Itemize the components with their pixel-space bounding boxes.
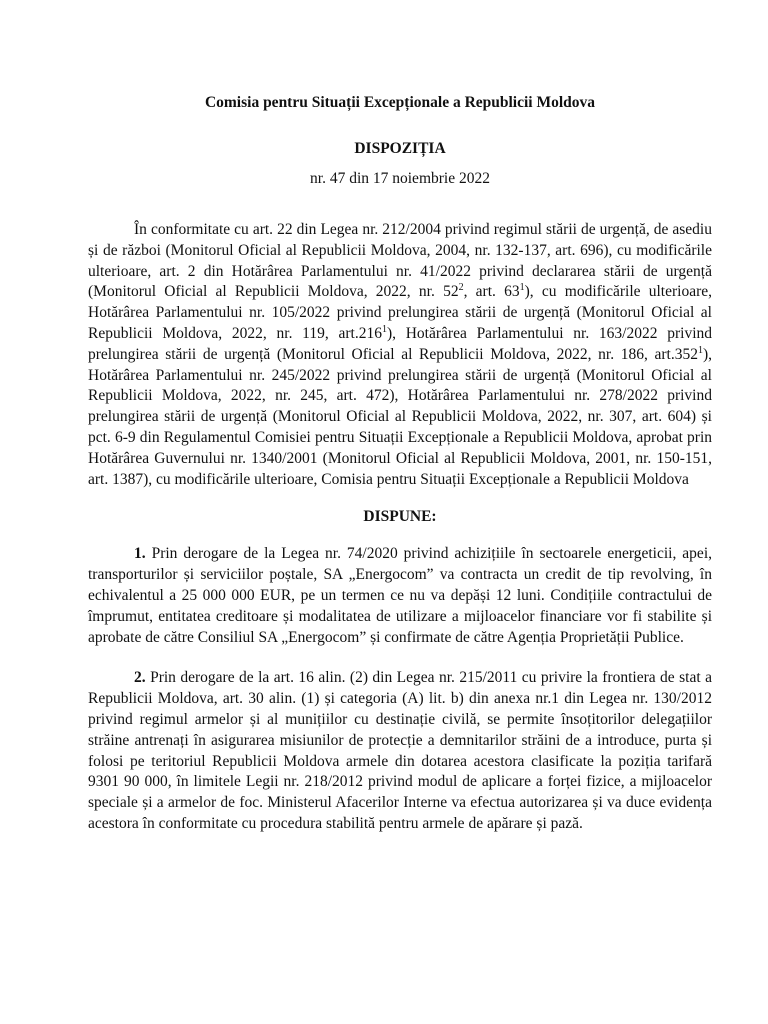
- item-text: Prin derogare de la art. 16 alin. (2) din Legea nr. 215/2011 cu privire la frontiera de stat a Republicii Moldova, art. 30 alin. (1) și categoria (A) lit. b) din anexa nr.1 din Legea nr. 130/2012 privind regimul armelor și al munițiilor cu destinație civilă, se permite însoțitorilor delegațiilor străine antrenați în asigurarea misiunilor de protecție a demnitarilor străini de a introduce, purta și folosi pe teritoriul Republicii Moldova armele din dotarea acestora clasificate la poziția tarifară 9301 90 000, în limitele Legii nr. 218/2012 privind modul de aplicare a forței fizice, a mijloacelor speciale și a armelor de foc. Ministerul Afacerilor Interne va efectua autorizarea și va duce evidența acestora în conformitate cu procedura stabilită pentru armele de apărare și pază.: [88, 669, 712, 832]
- disposition-item-1: [88, 544, 712, 648]
- preamble-text-2: , art. 63: [463, 283, 520, 301]
- superscript-3: 1: [381, 323, 387, 335]
- disposition-item-2: [88, 668, 712, 834]
- superscript-2: 1: [519, 282, 525, 294]
- preamble-text-4: ), Hotărârea Parlamentului nr. 163/2022 privind prelungirea stării de urgență (Monitorul Oficial al Republicii Moldova, 2022, nr. 186, art.352: [88, 324, 712, 363]
- document-title: DISPOZIȚIA: [354, 140, 446, 157]
- item-text: Prin derogare de la Legea nr. 74/2020 privind achizițiile în sectoarele energeticii, apei, transporturilor și serviciilor poștale, SA „Energocom” va contracta un credit de tip revolving, în echivalentul a 25 000 000 EUR, pe un termen ce nu va depăși 12 luni. Condițiile contractului de împrumut, entitatea creditoare și modalitatea de utilizare a mijloacelor financiare vor fi stabilite și aprobate de către Consiliul SA „Energocom” și confirmate de către Agenția Proprietății Publice.: [88, 545, 712, 646]
- dispune-heading: DISPUNE:: [363, 508, 437, 526]
- organization-heading: Comisia pentru Situații Excepționale a Republicii Moldova: [204, 94, 596, 111]
- preamble-text-3: ), cu modificările ulterioare, Hotărârea Parlamentului nr. 105/2022 privind prelungirea stării de urgență (Monitorul Oficial al Republicii Moldova, 2022, nr. 119, art.216: [88, 283, 712, 342]
- preamble-text-1: În conformitate cu art. 22 din Legea nr. 212/2004 privind regimul stării de urgență, de asediu și de război (Monitorul Oficial al Republicii Moldova, 2004, nr. 132-137, art. 696), cu modificările ulterioare, art. 2 din Hotărârea Parlamentului nr. 41/2022 privind declararea stării de urgență (Monitorul Oficial al Republicii Moldova, 2022, nr. 52: [88, 221, 712, 301]
- superscript-1: 2: [458, 282, 464, 294]
- item-number: 2.: [134, 669, 146, 687]
- item-number: 1.: [134, 545, 146, 563]
- preamble-paragraph: [88, 190, 712, 490]
- document-number: nr. 47 din 17 noiembrie 2022: [310, 170, 490, 187]
- superscript-4: 1: [697, 344, 703, 356]
- preamble-text-5: ), Hotărârea Parlamentului nr. 245/2022 privind prelungirea stării de urgență (Monitorul Oficial al Republicii Moldova, 2022, nr. 245, art. 472), Hotărârea Parlamentului nr. 278/2022 privind prelungirea stării de urgență (Monitorul Oficial al Republicii Moldova, 2022, nr. 307, art. 604) și pct. 6-9 din Regulamentul Comisiei pentru Situații Excepționale a Republicii Moldova, aprobat prin Hotărârea Guvernului nr. 1340/2001 (Monitorul Oficial al Republicii Moldova, 2001, nr. 150-151, art. 1387), cu modificările ulterioare, Comisia pentru Situații Excepționale a Republicii Moldova: [88, 345, 712, 488]
